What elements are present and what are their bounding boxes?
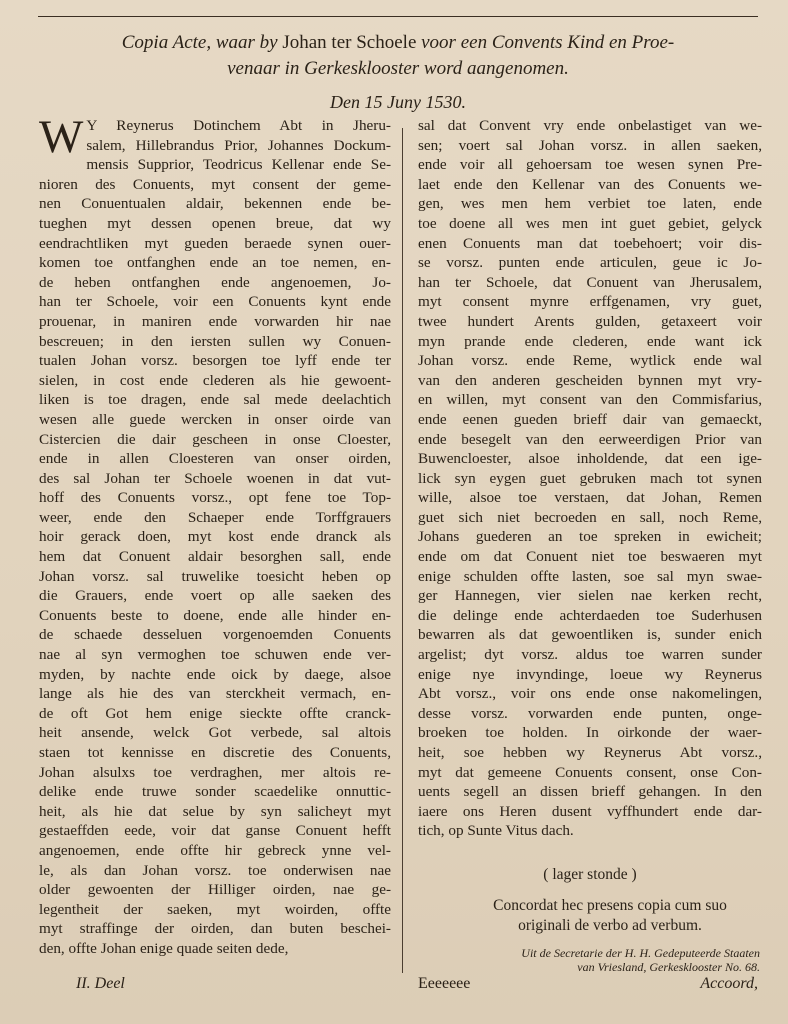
right-line: die delinge ende achterdaeden toe Suderhusen [418,606,762,624]
left-line: sielen, in cost ende clederen als hie gewoent- [39,371,391,389]
left-line: han ter Schoele, voir een Conuents kynt ende [39,293,391,311]
left-line: nioren des Conuents, myt consent der geme- [39,175,391,193]
page-title [40,30,756,82]
right-line: gen, wes men hem verbiet toe laten, ende [418,195,762,213]
left-line: tueghen myt dessen openen breue, dat wy [39,214,391,232]
left-line: hoir gerack doen, myt kost ende dranck als [39,528,391,546]
right-line: sen; voert sal Johan vorsz. in allen saeken, [418,136,762,154]
left-line: lange als hie des van sterckheit vermach, en- [39,685,391,703]
right-line: en willen, myt consent van den Commisfarius, [418,391,762,409]
right-line: Johans guederen an toe spreken in ewicheit; [418,528,762,546]
right-line: heit, soe hebben wy Reynerus Abt vorsz., [418,744,762,761]
right-line: toe doene all wes men int guet gebiet, gelyck [418,214,762,232]
right-line: bewarren als dat gewoentliken is, sunder enich [418,626,762,644]
left-line: Cistercien die dair gescheen in onse Cloester, [39,430,391,448]
right-line: argelist; dyt vorsz. aldus toe warren sunder [418,646,762,664]
left-line: Conuents beste to doene, ende alle hinder en- [39,606,391,624]
column-divider [402,128,403,973]
right-line: desse vorsz. vorwarden ende punten, onge- [418,704,762,722]
title-part2: voor een Convents Kind en Proe- [421,32,675,53]
left-line: angenoemen, ende offte hir gebreck ynne vel- [39,841,391,859]
left-line: delike ende truwe sonder scaedelike onnuttic- [39,783,391,801]
signature-mark: Eeeeeee [418,975,471,992]
left-line: liken is toe dragen, ende sal mede deelachtich [39,391,391,409]
right-line: ende om dat Conuent niet toe beswaeren myt [418,548,762,566]
left-line: eendrachtliken myt gueden beraede synen ouer- [39,234,391,252]
right-line: myt consent mynre erffgenamen, vry guet, [418,293,762,311]
source-line-2: van Vriesland, Gerkesklooster No. 68. [577,960,760,974]
right-column [418,116,762,841]
left-column-lines [39,111,391,959]
right-line: sal dat Convent vry ende onbelastiget van we- [418,117,762,134]
right-line: Johan vorsz. ende Reme, wytlick ende wal [418,352,762,370]
left-line: hoff des Conuents vorsz., opt fene toe Top- [39,489,391,507]
concordat-line-2: originali de verbo ad verbum. [518,917,702,934]
source-reference [445,946,760,974]
left-line: Johan alsulxs toe verdraghen, mer altois re- [39,763,391,781]
left-line: den, offte Johan enige quade seiten dede, [39,939,289,957]
left-line: gestaeffden eede, voir dat ganse Conuent hefft [39,822,391,840]
catchword: Accoord, [700,975,758,992]
right-line: Abt vorsz., voir ons ende onse nakomelingen, [418,685,762,703]
left-line: de schaede desseluen vorgenoemden Conuents [39,626,391,644]
left-line: Y Reynerus Dotinchem Abt in Jheru- [86,117,391,134]
left-line: heit ansende, welck Got verbede, sal altois [39,724,391,742]
right-line: Buwencloester, alsoe inholdende, dat een ige- [418,450,762,468]
left-line: prouenar, in maniren ende vorwarden hir nae [39,312,391,330]
source-line-1: Uit de Secretarie der H. H. Gedeputeerde Staaten [521,946,760,960]
right-line: han ter Schoele, dat Conuent van Jherusalem, [418,273,762,291]
volume-label: II. Deel [76,975,125,992]
right-line: iaere ons Heren dusent vyffhundert ende dar- [418,802,762,820]
right-line: lick syn eygen guet gebruken mach tot synen [418,469,762,487]
left-line: tualen Johan vorsz. besorgen toe lyff ende ter [39,352,391,370]
left-line: die Grauers, ende voert op alle saeken des [39,587,391,605]
left-line: myt straffinge der oirden, dan buten beschei- [39,920,391,938]
left-line: des sal Johan ter Schoele woenen in dat vut- [39,469,391,487]
lager-stonde-note: ( lager stonde ) [543,866,637,883]
right-line: twee hundert Arents gulden, getaxeert voir [418,312,762,330]
drop-cap: W [39,111,84,163]
right-line: enige nye invyndinge, loeue wy Reynerus [418,665,762,683]
left-line: heit, als hie dat selue by syn salicheyt myt [39,802,391,820]
left-line: bescreuen; in den iersten sullen wy Conuen- [39,332,391,350]
right-line: ende voir all gehoersam toe wesen synen Pre- [418,156,762,174]
right-line: van den anderen gescheiden bynnen myt vry- [418,371,762,389]
left-column [39,111,391,959]
left-line: salem, Hillebrandus Prior, Johannes Dockum- [86,136,391,154]
left-line: myden, by nachte ende oick by daege, alsoe [39,665,391,683]
right-line: ger Hannegen, vier sielen nae kerken recht, [418,587,762,605]
right-line: enige schulden offte lasten, soe sal myn swae- [418,567,762,585]
right-line: myt dat gemeene Conuents consent, onse Con- [418,763,762,781]
left-line: ende in allen Cloesteren van onser oirden, [39,450,391,468]
left-line: weer, ende den Schaeper ende Torffgrauers [39,508,391,526]
left-line: older gewoenten der Hilliger oirden, nae ge- [39,881,391,899]
left-line: le, als dan Johan vorsz. toe onderwisen nae [39,861,391,879]
title-name: Johan ter Schoele [282,32,417,53]
right-line: uents segell an dissen brieff gehangen. In den [418,783,762,801]
right-line: wille, alsoe toe verstaen, dat Johan, Remen [418,489,762,507]
left-line: de oft Got hem enige sieckte offte cranck- [39,704,391,722]
concordat-line-1: Concordat hec presens copia cum suo [493,897,727,914]
right-line: myn prande ende clederen, ende want ick [418,332,762,350]
left-line: nen Conuentualen aldair, bekennen ende be- [39,195,391,213]
top-rule [38,16,758,17]
right-line: ende besegelt van den eerweerdigen Prior van [418,430,762,448]
left-line: staen tot kennisse en discretie des Conuents, [39,744,391,761]
right-line: enen Conuents man dat toebehoert; voir dis- [418,234,762,252]
left-line: nae al syn vermoghen toe schuwen ende ver- [39,646,391,664]
left-line: wesen alle guede wercken in onser oirde van [39,410,391,428]
left-line: legentheit der saeken, myt woirden, offte [39,900,391,918]
left-line: Johan vorsz. sal truwelike toesicht heben op [39,567,391,585]
title-line2: venaar in Gerkesklooster word aangenomen. [227,58,569,79]
right-line: guet sich niet becroeden en sall, noch Reme, [418,508,762,526]
title-part1: Copia Acte, waar by [121,32,278,53]
right-line: se vorsz. punten ende articulen, geue ic Jo- [418,254,762,272]
left-line: hem dat Conuent aldair besorghen sall, ende [39,548,391,566]
right-line: laet ende den Kellenar van des Conuents we- [418,175,762,193]
right-line: ende eenen gueden brieff dair van gemaeckt, [418,410,762,428]
right-column-lines [418,116,762,841]
left-line: mensis Supprior, Teodricus Kellenar ende Se- [86,156,391,174]
left-line: de heben ontfanghen ende angenoemen, Jo- [39,273,391,291]
right-line: broeken toe holden. In oirkonde der waer- [418,724,762,742]
concordat-note [460,896,760,936]
left-line: komen toe ontfanghen ende an toe nemen, en- [39,254,391,272]
dateline: Den 15 Juny 1530. [330,92,466,112]
right-line: tich, op Sunte Vitus dach. [418,822,574,840]
